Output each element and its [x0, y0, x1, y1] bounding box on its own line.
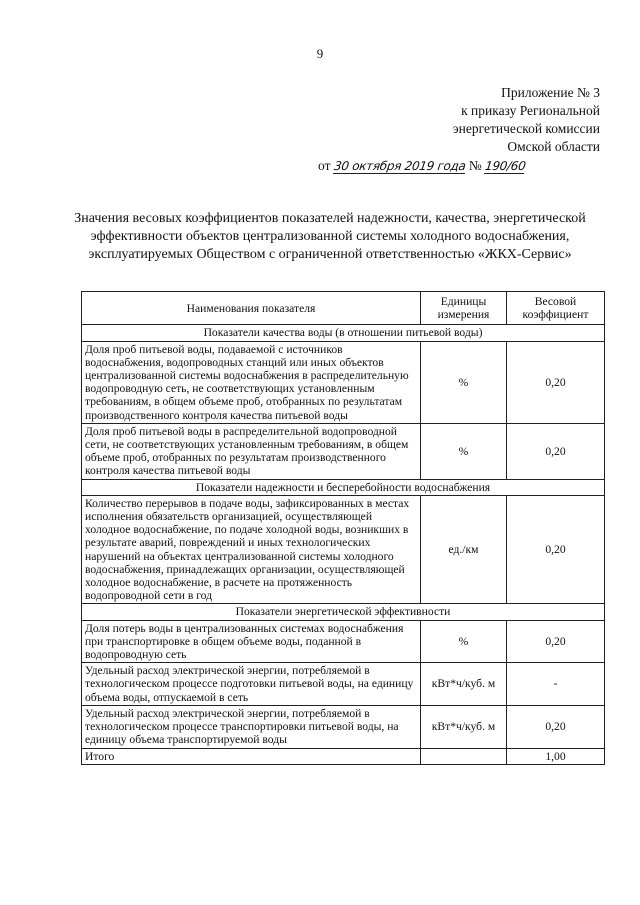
table-row — [82, 423, 605, 479]
section-row — [82, 604, 605, 620]
indicator-name: Доля проб питьевой воды, подаваемой с источников водоснабжения, водопроводных станций или иных объектов централизованной системы водоснабжения в распределительную водопроводную сеть, не соответствующих установленным требованиям, в общем объеме проб, отобранных по результатам производственного контроля качества питьевой воды — [82, 341, 421, 423]
page-number: 9 — [316, 46, 324, 61]
indicator-unit: % — [421, 620, 507, 663]
indicator-unit: % — [421, 423, 507, 479]
handwritten-date: 30 октября 2019 года — [332, 159, 467, 173]
total-unit-empty — [421, 748, 507, 764]
total-coef: 1,00 — [507, 748, 605, 764]
table-header-row — [82, 292, 605, 325]
indicator-coef: 0,20 — [507, 341, 605, 423]
table-row — [82, 663, 605, 706]
indicator-name: Количество перерывов в подаче воды, зафиксированных в местах исполнения обязательств организацией, осуществляющей холодное водоснабжение, по подаче холодной воды, возникших в результате аварий, повреждений и иных технологических нарушений на объектах централизованной системы холодного водоснабжения, принадлежащих организации, осуществляющей холодное водоснабжение, в расчете на протяженность водопроводной сети в год — [82, 495, 421, 604]
appendix-line: Омской области — [507, 139, 600, 154]
date-prefix: от — [318, 158, 331, 173]
indicator-unit: кВт*ч/куб. м — [421, 663, 507, 706]
appendix-line: энергетической комиссии — [452, 121, 600, 136]
table-row — [82, 705, 605, 748]
indicator-coef: - — [507, 663, 605, 706]
appendix-line: к приказу Региональной — [461, 103, 600, 118]
header-name: Наименования показателя — [82, 292, 421, 325]
indicator-coef: 0,20 — [507, 423, 605, 479]
table-row — [82, 620, 605, 663]
section-title: Показатели качества воды (в отношении питьевой воды) — [82, 325, 605, 341]
appendix-line: Приложение № 3 — [501, 85, 600, 100]
indicator-name: Удельный расход электрической энергии, потребляемой в технологическом процессе транспортировки питьевой воды, на единицу объема транспортируемой воды — [82, 705, 421, 748]
order-date-number — [318, 158, 526, 174]
section-title: Показатели надежности и бесперебойности водоснабжения — [82, 479, 605, 495]
indicator-unit: % — [421, 341, 507, 423]
document-title: Значения весовых коэффициентов показателей надежности, качества, энергетической эффективности объектов централизованной системы холодного водоснабжения, эксплуатируемых Обществом с ограниченной ответственностью «ЖКХ-Сервис» — [74, 211, 586, 262]
header-coef: Весовой коэффициент — [507, 292, 605, 325]
table-row — [82, 495, 605, 604]
number-prefix: № — [468, 158, 482, 173]
indicator-unit: ед./км — [421, 495, 507, 604]
indicator-name: Удельный расход электрической энергии, потребляемой в технологическом процессе подготовки питьевой воды, на единицу объема воды, отпускаемой в сеть — [82, 663, 421, 706]
indicator-coef: 0,20 — [507, 495, 605, 604]
section-title: Показатели энергетической эффективности — [82, 604, 605, 620]
total-row — [82, 748, 605, 764]
total-label: Итого — [82, 748, 421, 764]
indicator-name: Доля проб питьевой воды в распределительной водопроводной сети, не соответствующих установленным требованиям, в общем объеме проб, отобранных по результатам производственного контроля качества питьевой воды — [82, 423, 421, 479]
table-row — [82, 341, 605, 423]
indicator-coef: 0,20 — [507, 705, 605, 748]
handwritten-number: 190/60 — [484, 159, 527, 173]
section-row — [82, 479, 605, 495]
appendix-block — [300, 84, 600, 156]
header-unit: Единицы измерения — [421, 292, 507, 325]
section-row — [82, 325, 605, 341]
coefficients-table — [81, 291, 605, 765]
indicator-coef: 0,20 — [507, 620, 605, 663]
indicator-unit: кВт*ч/куб. м — [421, 705, 507, 748]
indicator-name: Доля потерь воды в централизованных системах водоснабжения при транспортировке в общем объеме воды, поданной в водопроводную сеть — [82, 620, 421, 663]
